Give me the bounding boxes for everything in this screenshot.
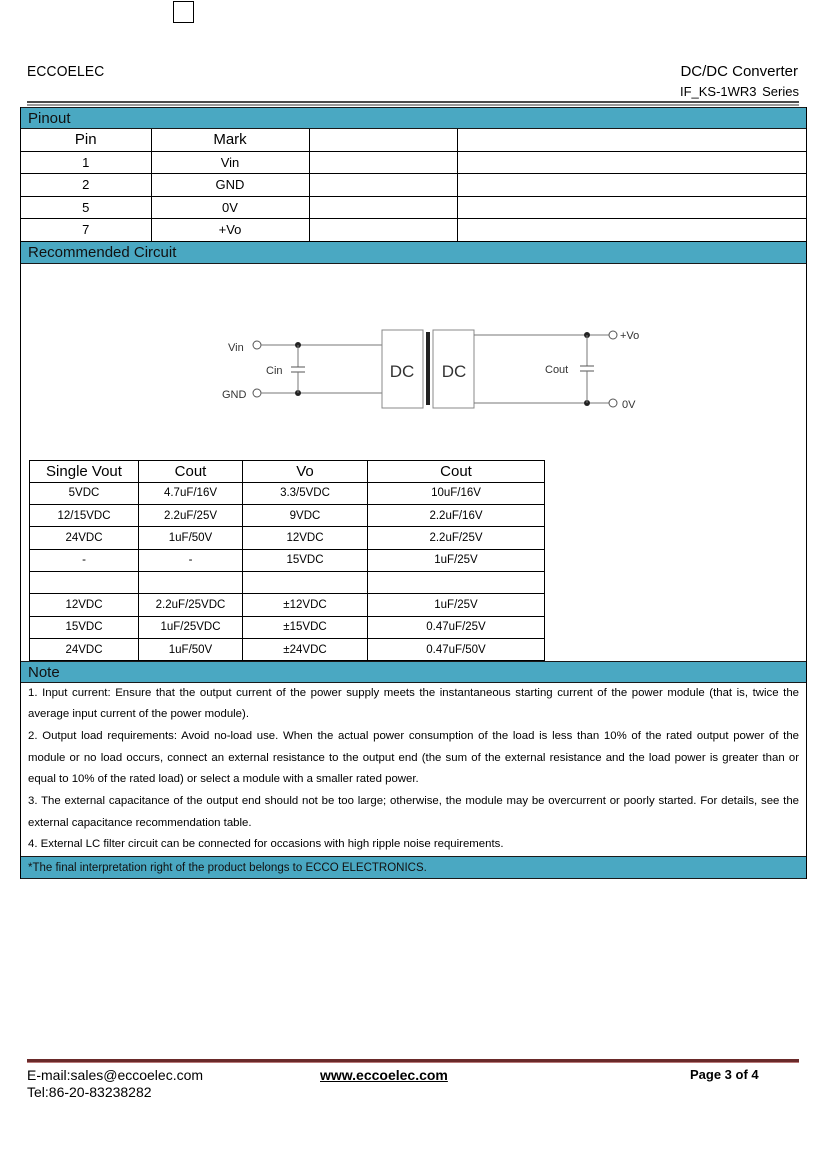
pinout-table <box>21 129 806 242</box>
table-cell <box>309 174 457 197</box>
content-frame <box>20 107 807 879</box>
table-cell: - <box>30 549 139 571</box>
table-cell: 9VDC <box>243 505 368 527</box>
vo-plus-label: +Vo <box>620 329 640 342</box>
pin-mark: +Vo <box>151 219 309 242</box>
table-cell: 3.3/5VDC <box>243 482 368 504</box>
table-cell: 24VDC <box>30 638 139 660</box>
column-header <box>309 129 457 151</box>
table-row <box>30 594 545 616</box>
column-header: Vo <box>243 460 368 482</box>
note-item: 1. Input current: Ensure that the output current of the power supply meets the instantaneous starting current of the power module (that is, twice the average input current of the power module). <box>28 686 799 721</box>
table-cell <box>457 151 806 174</box>
table-row <box>21 196 806 219</box>
table-cell: 10uF/16V <box>368 482 545 504</box>
table-row <box>21 174 806 197</box>
zero-v-terminal <box>609 399 617 407</box>
checkbox[interactable] <box>173 1 194 23</box>
pin-number: 2 <box>21 174 151 197</box>
column-header: Mark <box>151 129 309 151</box>
notes-list <box>21 683 806 857</box>
zero-v-label: 0V <box>622 398 636 411</box>
external-capacitor-table <box>29 460 545 662</box>
footer-email: E-mail:sales@eccoelec.com <box>27 1067 204 1083</box>
table-cell: 2.2uF/16V <box>368 505 545 527</box>
table-cell: ±12VDC <box>243 594 368 616</box>
table-cell: 2.2uF/25VDC <box>139 594 243 616</box>
column-header <box>457 129 806 151</box>
section-title-recommended-circuit: Recommended Circuit <box>21 242 806 264</box>
table-cell: ±24VDC <box>243 638 368 660</box>
vin-terminal <box>253 341 261 349</box>
table-cell: 24VDC <box>30 527 139 549</box>
footer-website-link[interactable]: www.eccoelec.com <box>320 1067 448 1083</box>
isolation-barrier <box>426 332 430 405</box>
table-header-row <box>30 460 545 482</box>
pin-mark: GND <box>151 174 309 197</box>
table-cell: 0.47uF/25V <box>368 616 545 638</box>
document-title: DC/DC Converter <box>680 63 798 80</box>
table-cell: 1uF/50V <box>139 638 243 660</box>
footnote-disclaimer: *The final interpretation right of the product belongs to ECCO ELECTRONICS. <box>21 856 806 879</box>
table-cell <box>309 219 457 242</box>
table-cell: 12VDC <box>30 594 139 616</box>
pin-number: 5 <box>21 196 151 219</box>
table-cell: 12/15VDC <box>30 505 139 527</box>
table-row <box>21 219 806 242</box>
pin-mark: 0V <box>151 196 309 219</box>
table-row <box>30 616 545 638</box>
table-row <box>30 527 545 549</box>
table-cell: 5VDC <box>30 482 139 504</box>
table-cell: 1uF/50V <box>139 527 243 549</box>
table-cell: 2.2uF/25V <box>368 527 545 549</box>
note-item: 2. Output load requirements: Avoid no-load use. When the actual power consumption of the load is less than 10% of the rated output power of the module or no load occurs, connect an external resistance to the output end (the sum of the external resistance and the load power is greater than or equal to 10% of the rated load) or select a module with a smaller rated power. <box>28 729 799 786</box>
gnd-label: GND <box>222 388 247 401</box>
table-row <box>30 505 545 527</box>
table-cell <box>309 196 457 219</box>
brand-name: ECCOELEC <box>27 63 105 80</box>
table-row <box>30 571 545 593</box>
table-cell: 1uF/25V <box>368 594 545 616</box>
table-header-row <box>21 129 806 151</box>
column-header: Cout <box>368 460 545 482</box>
table-cell <box>139 571 243 593</box>
column-header: Single Vout <box>30 460 139 482</box>
table-cell: 4.7uF/16V <box>139 482 243 504</box>
table-cell: 0.47uF/50V <box>368 638 545 660</box>
table-row <box>30 482 545 504</box>
section-title-pinout: Pinout <box>21 107 806 129</box>
gnd-terminal <box>253 389 261 397</box>
product-series: IF_KS-1WR3 Series <box>679 84 799 99</box>
column-header: Pin <box>21 129 151 151</box>
table-cell: 12VDC <box>243 527 368 549</box>
table-cell: 1uF/25VDC <box>139 616 243 638</box>
note-item: 4. External LC filter circuit can be connected for occasions with high ripple noise requirements. <box>28 838 504 851</box>
column-header: Cout <box>139 460 243 482</box>
dc-right-label: DC <box>441 361 467 381</box>
table-cell <box>309 151 457 174</box>
table-row <box>30 638 545 660</box>
table-row <box>21 151 806 174</box>
note-item: 3. The external capacitance of the output end should not be too large; otherwise, the module may be overcurrent or poorly started. For details, see the external capacitance recommendation table. <box>28 795 799 829</box>
pin-number: 7 <box>21 219 151 242</box>
table-cell: 15VDC <box>30 616 139 638</box>
footer-phone: Tel:86-20-83238282 <box>27 1084 152 1100</box>
pin-mark: Vin <box>151 151 309 174</box>
table-cell: - <box>139 549 243 571</box>
circuit-area <box>21 264 806 661</box>
dc-left-label: DC <box>389 361 415 381</box>
circuit-diagram <box>211 314 661 424</box>
table-cell: 15VDC <box>243 549 368 571</box>
pin-number: 1 <box>21 151 151 174</box>
table-cell <box>243 571 368 593</box>
table-cell <box>457 174 806 197</box>
cout-label: Cout <box>545 363 569 376</box>
table-cell: ±15VDC <box>243 616 368 638</box>
table-cell: 2.2uF/25V <box>139 505 243 527</box>
section-title-note: Note <box>21 661 806 683</box>
table-cell <box>457 219 806 242</box>
table-row <box>30 549 545 571</box>
table-cell: 1uF/25V <box>368 549 545 571</box>
table-cell <box>30 571 139 593</box>
header-divider <box>27 101 799 106</box>
page-number: Page 3 of 4 <box>690 1067 759 1082</box>
table-cell <box>368 571 545 593</box>
cin-label: Cin <box>266 364 283 377</box>
footer-divider <box>27 1059 799 1063</box>
vin-label: Vin <box>228 341 244 354</box>
table-cell <box>457 196 806 219</box>
vo-terminal <box>609 331 617 339</box>
